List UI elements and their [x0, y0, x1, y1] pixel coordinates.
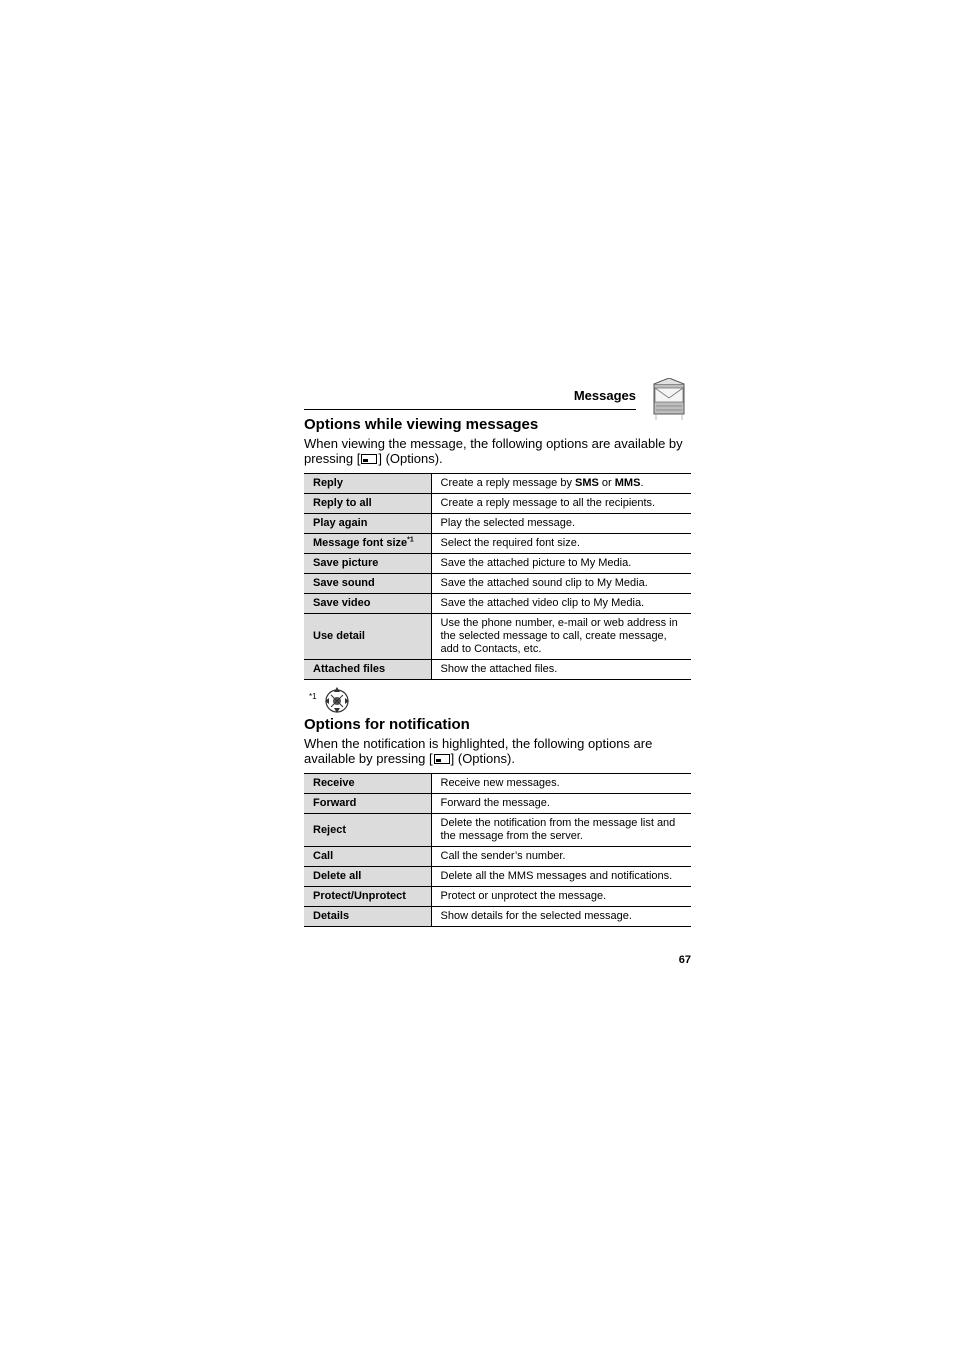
- option-description: Show the attached files.: [431, 660, 691, 680]
- intro-text-end: ] (Options).: [378, 451, 443, 466]
- option-description: Call the sender’s number.: [431, 847, 691, 867]
- option-label: [304, 907, 431, 927]
- section-intro-viewing: [304, 436, 694, 466]
- option-label: [304, 554, 431, 574]
- option-label-text: Delete all: [313, 870, 362, 882]
- section-title-notification: Options for notification: [304, 716, 470, 733]
- option-label-text: Receive: [313, 777, 355, 789]
- option-label-text: Attached files: [313, 663, 386, 675]
- option-label-text: Reject: [313, 823, 347, 836]
- option-description: Protect or unprotect the message.: [431, 887, 691, 907]
- table-row: [304, 534, 691, 554]
- option-label: [304, 847, 431, 867]
- table-row: [304, 574, 691, 594]
- intro-text: When viewing the message, the following options are available by pressing [: [304, 436, 683, 466]
- option-label: [304, 534, 431, 554]
- option-label-text: Call: [313, 850, 334, 862]
- table-row: [304, 867, 691, 887]
- option-label: [304, 887, 431, 907]
- table-row: [304, 847, 691, 867]
- intro-text: When the notification is highlighted, the following options are available by pressing [: [304, 736, 653, 766]
- options-table-notification: [304, 773, 691, 927]
- description-text: or: [598, 477, 615, 489]
- option-label-text: Use detail: [313, 630, 365, 642]
- option-label: [304, 774, 431, 794]
- footnote-ref: *1: [407, 536, 414, 544]
- option-description: Select the required font size.: [431, 534, 691, 554]
- option-label: [304, 794, 431, 814]
- option-description: Use the phone number, e-mail or web address in the selected message to call, create message, add to Contacts, etc.: [431, 614, 691, 660]
- bold-term: MMS: [614, 477, 641, 489]
- table-row: [304, 594, 691, 614]
- intro-text-end: ] (Options).: [450, 751, 515, 766]
- table-row: [304, 554, 691, 574]
- soft-key-icon: [361, 454, 377, 464]
- option-label-text: Save sound: [313, 577, 375, 589]
- option-description: Save the attached video clip to My Media.: [431, 594, 691, 614]
- bold-term: SMS: [575, 477, 599, 489]
- option-label-text: Details: [313, 910, 350, 922]
- option-label: [304, 494, 431, 514]
- option-label: [304, 867, 431, 887]
- section-header-title: Messages: [573, 388, 636, 403]
- option-label: [304, 574, 431, 594]
- option-label-text: Play again: [313, 517, 368, 529]
- option-description: Create a reply message to all the recipients.: [431, 494, 691, 514]
- option-description: Delete all the MMS messages and notifications.: [431, 867, 691, 887]
- table-row: [304, 474, 691, 494]
- table-row: [304, 614, 691, 660]
- option-label: [304, 660, 431, 680]
- option-label-text: Save video: [313, 597, 371, 609]
- option-description: [431, 474, 691, 494]
- description-text: .: [640, 477, 644, 489]
- header-rule: [304, 409, 636, 410]
- option-label-text: Protect/Unprotect: [313, 890, 406, 902]
- table-row: [304, 660, 691, 680]
- table-row: [304, 514, 691, 534]
- table-row: [304, 774, 691, 794]
- option-label: [304, 814, 431, 847]
- table-row: [304, 907, 691, 927]
- option-description: Delete the notification from the message list and the message from the server.: [431, 814, 691, 847]
- description-text: Create a reply message by: [440, 477, 576, 489]
- envelope-icon: [652, 378, 686, 420]
- table-row: [304, 887, 691, 907]
- option-label: [304, 474, 431, 494]
- table-row: [304, 814, 691, 847]
- footnote-marker: *1: [309, 692, 317, 701]
- table-row: [304, 794, 691, 814]
- page-number: 67: [678, 954, 691, 966]
- table-row: [304, 494, 691, 514]
- option-label-text: Forward: [313, 797, 357, 809]
- option-description: Play the selected message.: [431, 514, 691, 534]
- option-label-text: Reply: [313, 477, 343, 489]
- navigation-key-icon: [323, 686, 351, 714]
- option-label: [304, 514, 431, 534]
- option-description: Show details for the selected message.: [431, 907, 691, 927]
- options-table-viewing: [304, 473, 691, 680]
- option-label: [304, 594, 431, 614]
- section-title-viewing: Options while viewing messages: [304, 416, 539, 433]
- option-label-text: Message font size: [313, 537, 408, 549]
- option-description: Save the attached sound clip to My Media.: [431, 574, 691, 594]
- option-description: Receive new messages.: [431, 774, 691, 794]
- soft-key-icon: [434, 754, 450, 764]
- option-description: Forward the message.: [431, 794, 691, 814]
- option-label: [304, 614, 431, 660]
- option-label-text: Reply to all: [313, 497, 372, 509]
- section-intro-notification: [304, 736, 694, 766]
- option-description: Save the attached picture to My Media.: [431, 554, 691, 574]
- option-label-text: Save picture: [313, 557, 379, 569]
